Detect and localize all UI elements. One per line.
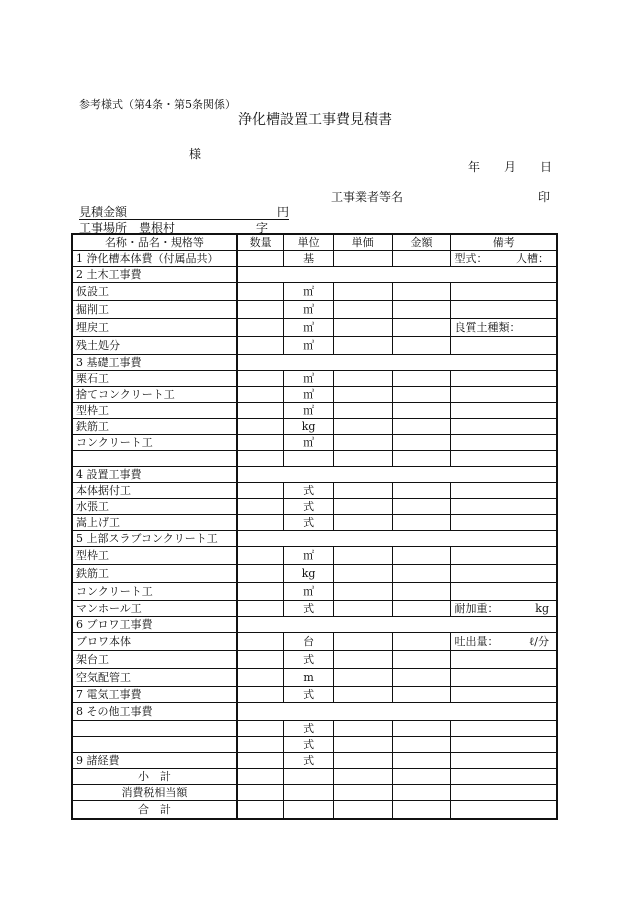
table-row [72,371,557,387]
table-row [72,319,557,337]
qty-cell[interactable] [237,669,284,687]
col-header-remarks: 備考 [451,234,557,251]
amount-cell[interactable] [392,403,451,419]
remarks-cell[interactable]: 良質土種類： [451,319,557,337]
row-name: 4 設置工事費 [72,467,237,483]
amount-cell[interactable] [392,371,451,387]
row-name: 5 上部スラブコンクリート工 [72,531,237,547]
qty-cell[interactable] [237,651,284,669]
remarks-cell[interactable] [451,737,557,753]
unit-price-cell[interactable] [333,337,392,355]
table-row [72,669,557,687]
remark-label: 人槽： [516,252,549,265]
row-name: 8 その他工事費 [72,703,237,721]
qty-cell[interactable] [237,583,284,601]
table-row [72,651,557,669]
row-name: マンホール工 [72,601,237,617]
row-name: 3 基礎工事費 [72,355,237,371]
amount-cell[interactable] [392,301,451,319]
row-name: 埋戻工 [72,319,237,337]
remarks-cell[interactable] [451,669,557,687]
amount-cell[interactable] [392,319,451,337]
tax-row [72,785,557,801]
row-name: ブロワ本体 [72,633,237,651]
unit-price-cell[interactable] [333,721,392,737]
unit-price-cell[interactable] [333,283,392,301]
amount-cell[interactable] [392,633,451,651]
table-row [72,737,557,753]
amount-cell[interactable] [392,515,451,531]
day-label: 日 [540,160,553,174]
remarks-cell[interactable] [451,583,557,601]
amount-cell[interactable] [392,687,451,703]
table-row [72,387,557,403]
qty-cell[interactable] [237,451,284,467]
amount-cell[interactable] [392,435,451,451]
qty-cell [237,801,284,820]
unit-price-cell [333,785,392,801]
form-reference: 参考様式（第4条・第5条関係） [79,98,236,111]
unit-cell: ㎥ [284,301,333,319]
unit-price-cell[interactable] [333,301,392,319]
qty-cell[interactable] [237,403,284,419]
unit-price-cell[interactable] [333,565,392,583]
remarks-cell[interactable] [451,753,557,769]
row-name: 9 諸経費 [72,753,237,769]
remark-label: 吐出量： [454,635,499,648]
section-row [72,467,557,483]
unit-cell: ㎥ [284,583,333,601]
table-header-row [72,234,557,251]
unit-cell: 式 [284,737,333,753]
qty-cell [237,769,284,785]
row-name: 6 ブロワ工事費 [72,617,237,633]
amount-cell[interactable] [392,337,451,355]
amount-cell[interactable] [392,451,451,467]
unit-cell: 台 [284,633,333,651]
amount-cell[interactable] [392,669,451,687]
unit-cell: 式 [284,651,333,669]
row-name: 7 電気工事費 [72,687,237,703]
section-row [72,355,557,371]
table-row [72,601,557,617]
unit-price-cell[interactable] [333,515,392,531]
qty-cell[interactable] [237,301,284,319]
row-name: 捨てコンクリート工 [72,387,237,403]
unit-cell: 式 [284,721,333,737]
row-name: 掘削工 [72,301,237,319]
row-name: コンクリート工 [72,435,237,451]
total-label: 合 計 [72,801,237,820]
yen-unit: 円 [276,205,289,219]
qty-cell[interactable] [237,319,284,337]
amount-cell[interactable] [392,583,451,601]
qty-cell[interactable] [237,337,284,355]
remarks-cell[interactable] [451,337,557,355]
unit-price-cell [333,769,392,785]
subtotal-row [72,769,557,785]
amount-cell[interactable] [392,801,451,820]
unit-price-cell[interactable] [333,451,392,467]
remarks-cell[interactable] [451,403,557,419]
qty-cell[interactable] [237,753,284,769]
table-row [72,483,557,499]
row-name: 嵩上げ工 [72,515,237,531]
unit-price-cell[interactable] [333,547,392,565]
amount-cell[interactable] [392,753,451,769]
amount-cell[interactable] [392,737,451,753]
table-row [72,633,557,651]
unit-price-cell[interactable] [333,651,392,669]
table-row [72,547,557,565]
unit-price-cell[interactable] [333,435,392,451]
section-blank [237,355,557,371]
qty-cell[interactable] [237,499,284,515]
section-blank [237,467,557,483]
unit-cell: kg [284,565,333,583]
amount-cell[interactable] [392,769,451,785]
unit-price-cell[interactable] [333,387,392,403]
seal-mark: 印 [538,190,551,204]
remarks-cell[interactable] [451,371,557,387]
amount-cell[interactable] [392,547,451,565]
unit-cell: 式 [284,753,333,769]
table-row [72,721,557,737]
estimate-table [71,233,558,820]
remark-label: ℓ/分 [529,635,549,648]
unit-price-cell[interactable] [333,251,392,267]
blank-row [72,451,557,467]
unit-cell [284,801,333,820]
row-name[interactable] [72,737,237,753]
qty-cell[interactable] [237,737,284,753]
row-name[interactable] [72,721,237,737]
month-label: 月 [504,160,517,174]
remarks-cell[interactable] [451,565,557,583]
row-name: 栗石工 [72,371,237,387]
row-name: 鉄筋工 [72,565,237,583]
section-row [72,617,557,633]
qty-cell[interactable] [237,687,284,703]
table-row [72,753,557,769]
section-blank [237,267,557,283]
remarks-cell[interactable] [451,301,557,319]
year-label: 年 [468,160,481,174]
remark-label: 耐加重： [454,602,499,615]
table-row [72,419,557,435]
unit-cell: ㎥ [284,387,333,403]
contractor-label: 工事業者等名 [331,190,404,204]
remarks-cell[interactable] [451,387,557,403]
unit-price-cell[interactable] [333,753,392,769]
amount-cell[interactable] [392,283,451,301]
table-row [72,565,557,583]
remarks-cell[interactable] [451,633,557,651]
unit-cell [284,451,333,467]
section-row [72,531,557,547]
qty-cell[interactable] [237,483,284,499]
unit-price-cell[interactable] [333,583,392,601]
unit-price-cell[interactable] [333,419,392,435]
section-blank [237,617,557,633]
date-line [468,158,552,175]
amount-cell[interactable] [392,785,451,801]
col-header-unit: 単位 [284,234,333,251]
unit-cell: ㎡ [284,547,333,565]
remarks-cell[interactable] [451,801,557,820]
remarks-cell[interactable] [451,515,557,531]
amount-cell[interactable] [392,601,451,617]
addressee-honorific: 様 [189,147,202,161]
qty-cell[interactable] [237,515,284,531]
qty-cell[interactable] [237,633,284,651]
site-label: 工事場所 豊根村 [79,221,176,235]
qty-cell[interactable] [237,371,284,387]
col-header-amount: 金額 [392,234,451,251]
row-name: 残土処分 [72,337,237,355]
remarks-cell[interactable] [451,785,557,801]
row-name: 鉄筋工 [72,419,237,435]
unit-cell: 式 [284,601,333,617]
unit-price-cell[interactable] [333,483,392,499]
aza-label: 字 [256,221,269,235]
remarks-cell[interactable] [451,547,557,565]
section-blank [237,531,557,547]
section-row [72,267,557,283]
qty-cell[interactable] [237,565,284,583]
amount-cell[interactable] [392,387,451,403]
unit-cell: 式 [284,483,333,499]
col-header-name: 名称・品名・規格等 [72,234,237,251]
qty-cell[interactable] [237,721,284,737]
unit-price-cell[interactable] [333,669,392,687]
col-header-qty: 数量 [237,234,284,251]
qty-cell[interactable] [237,547,284,565]
row-name: 2 土木工事費 [72,267,237,283]
unit-price-cell[interactable] [333,601,392,617]
remarks-cell[interactable] [451,601,557,617]
remarks-cell[interactable] [451,483,557,499]
qty-cell[interactable] [237,387,284,403]
estimate-amount-line [79,203,289,220]
amount-cell[interactable] [392,651,451,669]
unit-cell: ㎥ [284,319,333,337]
remarks-cell[interactable] [451,419,557,435]
row-name: 空気配管工 [72,669,237,687]
unit-price-cell[interactable] [333,403,392,419]
section-blank [237,703,557,721]
remarks-cell[interactable] [451,499,557,515]
qty-cell[interactable] [237,601,284,617]
unit-price-cell[interactable] [333,737,392,753]
unit-cell: kg [284,419,333,435]
unit-cell [284,785,333,801]
table-row [72,687,557,703]
table-row [72,251,557,267]
amount-cell[interactable] [392,721,451,737]
remarks-cell[interactable] [451,451,557,467]
amount-cell[interactable] [392,419,451,435]
table-row [72,583,557,601]
remarks-cell[interactable] [451,435,557,451]
remarks-cell[interactable] [451,687,557,703]
table-row [72,403,557,419]
unit-price-cell [333,801,392,820]
amount-cell[interactable] [392,483,451,499]
amount-cell[interactable] [392,499,451,515]
table-row [72,283,557,301]
unit-cell: 式 [284,515,333,531]
row-name [72,451,237,467]
table-row [72,499,557,515]
qty-cell[interactable] [237,419,284,435]
subtotal-label: 小 計 [72,769,237,785]
row-name: 仮設工 [72,283,237,301]
remark-label: 型式： [454,252,488,265]
amount-cell[interactable] [392,565,451,583]
row-name: 型枠工 [72,403,237,419]
document-title: 浄化槽設置工事費見積書 [238,112,392,128]
unit-price-cell[interactable] [333,687,392,703]
unit-price-cell[interactable] [333,499,392,515]
row-name: 本体据付工 [72,483,237,499]
unit-cell: ㎥ [284,337,333,355]
unit-price-cell[interactable] [333,319,392,337]
table-row [72,301,557,319]
table-row [72,337,557,355]
unit-cell: 式 [284,499,333,515]
unit-cell: ㎥ [284,435,333,451]
total-row [72,801,557,820]
qty-cell[interactable] [237,283,284,301]
qty-cell [237,785,284,801]
unit-cell: m [284,669,333,687]
table-row [72,515,557,531]
tax-label: 消費税相当額 [72,785,237,801]
row-name: 架台工 [72,651,237,669]
qty-cell[interactable] [237,251,284,267]
row-name: 水張工 [72,499,237,515]
remarks-cell[interactable] [451,283,557,301]
remarks-cell[interactable] [451,721,557,737]
unit-price-cell[interactable] [333,371,392,387]
unit-cell: ㎥ [284,371,333,387]
row-name: コンクリート工 [72,583,237,601]
remark-label: kg [535,602,549,615]
unit-cell: 基 [284,251,333,267]
row-name: 1 浄化槽本体費（付属品共） [72,251,237,267]
amount-cell[interactable] [392,251,451,267]
unit-cell: ㎡ [284,403,333,419]
row-name: 型枠工 [72,547,237,565]
qty-cell[interactable] [237,435,284,451]
remarks-cell[interactable] [451,251,557,267]
unit-cell: ㎡ [284,283,333,301]
amount-label: 見積金額 [79,205,128,219]
unit-price-cell[interactable] [333,633,392,651]
table-row [72,435,557,451]
remarks-cell[interactable] [451,769,557,785]
unit-cell: 式 [284,687,333,703]
section-row [72,703,557,721]
remarks-cell[interactable] [451,651,557,669]
unit-cell [284,769,333,785]
col-header-unit-price: 単価 [333,234,392,251]
